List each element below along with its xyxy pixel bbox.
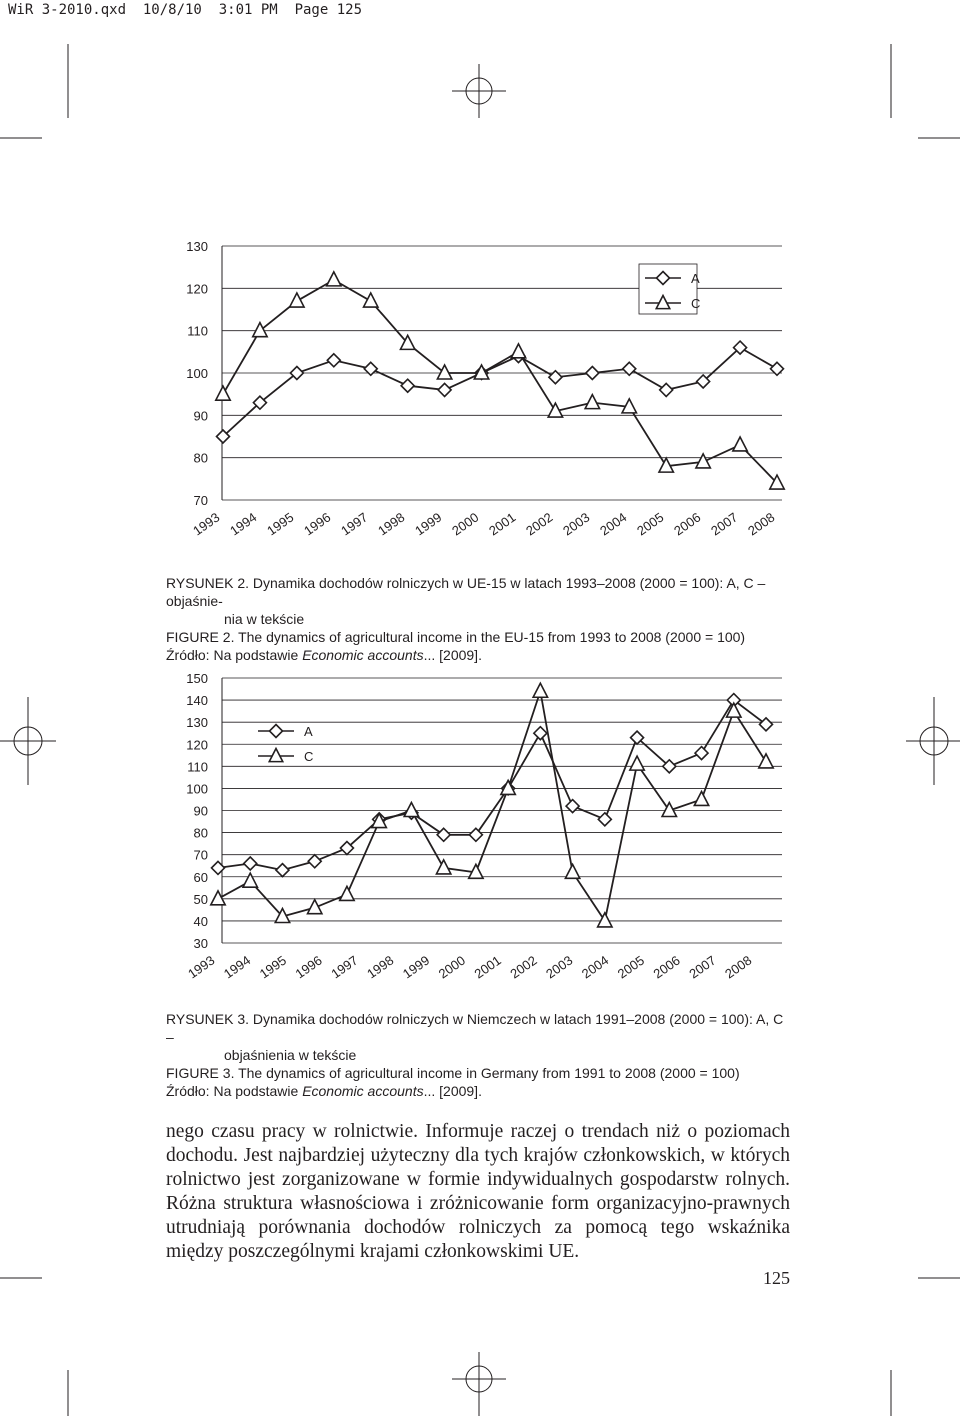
series-a	[217, 341, 784, 443]
x-tick-label: 2004	[578, 952, 612, 982]
series-a-point	[308, 855, 321, 868]
x-tick-label: 1993	[185, 952, 218, 982]
series-a-line	[223, 348, 777, 437]
x-tick-label: 1997	[338, 509, 371, 539]
series-a-point	[212, 861, 225, 874]
x-tick-label: 1993	[190, 509, 223, 539]
legend-label: A	[304, 724, 313, 739]
caption-source: Źródło: Na podstawie Economic accounts... [2009].	[166, 647, 482, 663]
series-c-point	[327, 272, 341, 286]
x-tick-label: 2008	[722, 952, 755, 982]
caption-pl: RYSUNEK 2. Dynamika dochodów rolniczych w UE-15 w latach 1993–2008 (2000 = 100): A, C – objaśnie-	[166, 575, 766, 609]
legend	[639, 264, 700, 314]
x-tick-label: 1995	[264, 509, 297, 539]
series-a-point	[598, 813, 611, 826]
legend-label: A	[691, 271, 700, 286]
series-a-point	[586, 367, 599, 380]
series-c-point	[696, 454, 710, 468]
x-tick-label: 2002	[523, 509, 556, 539]
page-number: 125	[763, 1268, 790, 1288]
y-tick-label: 90	[193, 408, 208, 424]
x-tick-label: 2003	[543, 952, 576, 982]
x-tick-label: 1999	[412, 509, 445, 539]
y-tick-label: 140	[186, 693, 208, 709]
y-tick-label: 50	[193, 891, 208, 907]
series-c-point	[694, 791, 708, 805]
series-c-point	[598, 913, 612, 927]
series-c-line	[218, 691, 766, 921]
y-tick-label: 70	[193, 493, 208, 508]
series-c-point	[630, 756, 644, 770]
x-tick-label: 2006	[650, 952, 683, 982]
y-tick-label: 90	[193, 803, 208, 819]
series-c-point	[759, 754, 773, 768]
x-tick-label: 2004	[597, 509, 630, 539]
x-tick-label: 2007	[708, 509, 741, 539]
y-tick-label: 120	[186, 281, 208, 297]
x-tick-label: 1994	[227, 509, 260, 539]
series-c-point	[243, 873, 257, 887]
x-tick-label: 2005	[614, 952, 648, 982]
legend-diamond-marker	[270, 725, 283, 738]
chart-germany-income	[0, 668, 960, 1008]
series-c-point	[290, 293, 304, 307]
y-tick-label: 150	[186, 671, 208, 686]
chart-eu15-income	[0, 230, 960, 570]
series-c-point	[511, 344, 525, 358]
x-tick-label: 2003	[560, 509, 593, 539]
x-tick-label: 2000	[435, 952, 469, 982]
series-a-point	[276, 864, 289, 877]
series-c-point	[364, 293, 378, 307]
print-slug: WiR 3-2010.qxd 10/8/10 3:01 PM Page 125	[8, 2, 363, 18]
x-tick-label: 1996	[292, 952, 325, 982]
series-a-line	[218, 700, 766, 870]
series-a-point	[469, 828, 482, 841]
series-c-point	[308, 900, 322, 914]
x-tick-label: 1999	[399, 952, 433, 982]
legend-label: C	[691, 296, 701, 311]
x-tick-label: 2007	[686, 952, 719, 982]
y-tick-label: 80	[193, 450, 208, 466]
series-c-point	[565, 864, 579, 878]
x-tick-label: 2002	[507, 952, 540, 982]
x-tick-label: 2008	[745, 509, 778, 539]
series-a-point	[438, 383, 451, 396]
legend-label: C	[304, 749, 314, 764]
series-a-point	[437, 828, 450, 841]
x-tick-label: 2006	[671, 509, 704, 539]
series-c-point	[253, 323, 267, 337]
figure-2-caption	[166, 574, 790, 664]
series-c-point	[216, 386, 230, 400]
series-a-point	[534, 727, 547, 740]
y-tick-label: 110	[187, 759, 208, 775]
body-paragraph: nego czasu pracy w rolnictwie. Informuje raczej o trendach niż o poziomach dochodu. Jest najbardziej użyteczny dla tych krajów członkowskich, w których rolnictwo jest zorganizowane w formie indywidualnych gospodarstw rolnych. Różna struktura własnościowa i zróżnicowanie form organizacyjno-prawnych utrudniają porównania dochodów rolniczych za pomocą tego wskaźnika między poszczególnymi krajami członkowskimi UE.	[166, 1121, 790, 1262]
x-tick-label: 1998	[364, 952, 397, 982]
figure-3-caption	[166, 1010, 790, 1100]
series-c-point	[727, 703, 741, 717]
y-tick-label: 110	[187, 323, 208, 339]
y-tick-label: 80	[193, 825, 208, 841]
x-tick-label: 2005	[634, 509, 667, 539]
legend-triangle-marker	[269, 749, 283, 762]
series-a	[212, 694, 773, 877]
y-tick-label: 30	[193, 936, 208, 951]
caption-en: FIGURE 3. The dynamics of agricultural income in Germany from 1991 to 2008 (2000 = 100)	[166, 1065, 740, 1081]
series-c-point	[436, 860, 450, 874]
series-c-point	[533, 683, 547, 697]
x-tick-label: 1995	[256, 952, 290, 982]
caption-en: FIGURE 2. The dynamics of agricultural income in the EU-15 from 1993 to 2008 (2000 = 100)	[166, 629, 746, 645]
caption-pl-cont: nia w tekście	[224, 611, 305, 627]
series-a-point	[327, 354, 340, 367]
x-tick-label: 1998	[375, 509, 408, 539]
x-tick-label: 2000	[449, 509, 482, 539]
x-tick-label: 2001	[471, 952, 504, 982]
caption-pl: RYSUNEK 3. Dynamika dochodów rolniczych w Niemczech w latach 1991–2008 (2000 = 100): A, C –	[166, 1011, 784, 1045]
x-tick-label: 1996	[301, 509, 334, 539]
y-tick-label: 130	[186, 239, 208, 254]
series-c-point	[340, 886, 354, 900]
series-c-point	[404, 803, 418, 817]
x-tick-label: 1997	[328, 952, 361, 982]
series-a-point	[401, 379, 414, 392]
series-a-point	[244, 857, 257, 870]
series-c-point	[211, 891, 225, 905]
y-tick-label: 100	[186, 366, 208, 381]
caption-pl-cont: objaśnienia w tekście	[224, 1047, 357, 1063]
series-c-point	[585, 395, 599, 409]
caption-source: Źródło: Na podstawie Economic accounts... [2009].	[166, 1083, 482, 1099]
series-a-point	[660, 383, 673, 396]
y-tick-label: 60	[193, 869, 208, 885]
y-tick-label: 40	[193, 913, 208, 929]
x-tick-label: 2001	[486, 509, 519, 539]
series-c-point	[437, 365, 451, 379]
x-tick-label: 1994	[220, 952, 254, 982]
y-tick-label: 100	[186, 781, 208, 797]
series-a-point	[695, 747, 708, 760]
series-c	[211, 683, 773, 927]
y-tick-label: 70	[193, 847, 208, 863]
series-c-point	[733, 437, 747, 451]
y-tick-label: 120	[186, 737, 208, 753]
y-tick-label: 130	[186, 715, 208, 731]
